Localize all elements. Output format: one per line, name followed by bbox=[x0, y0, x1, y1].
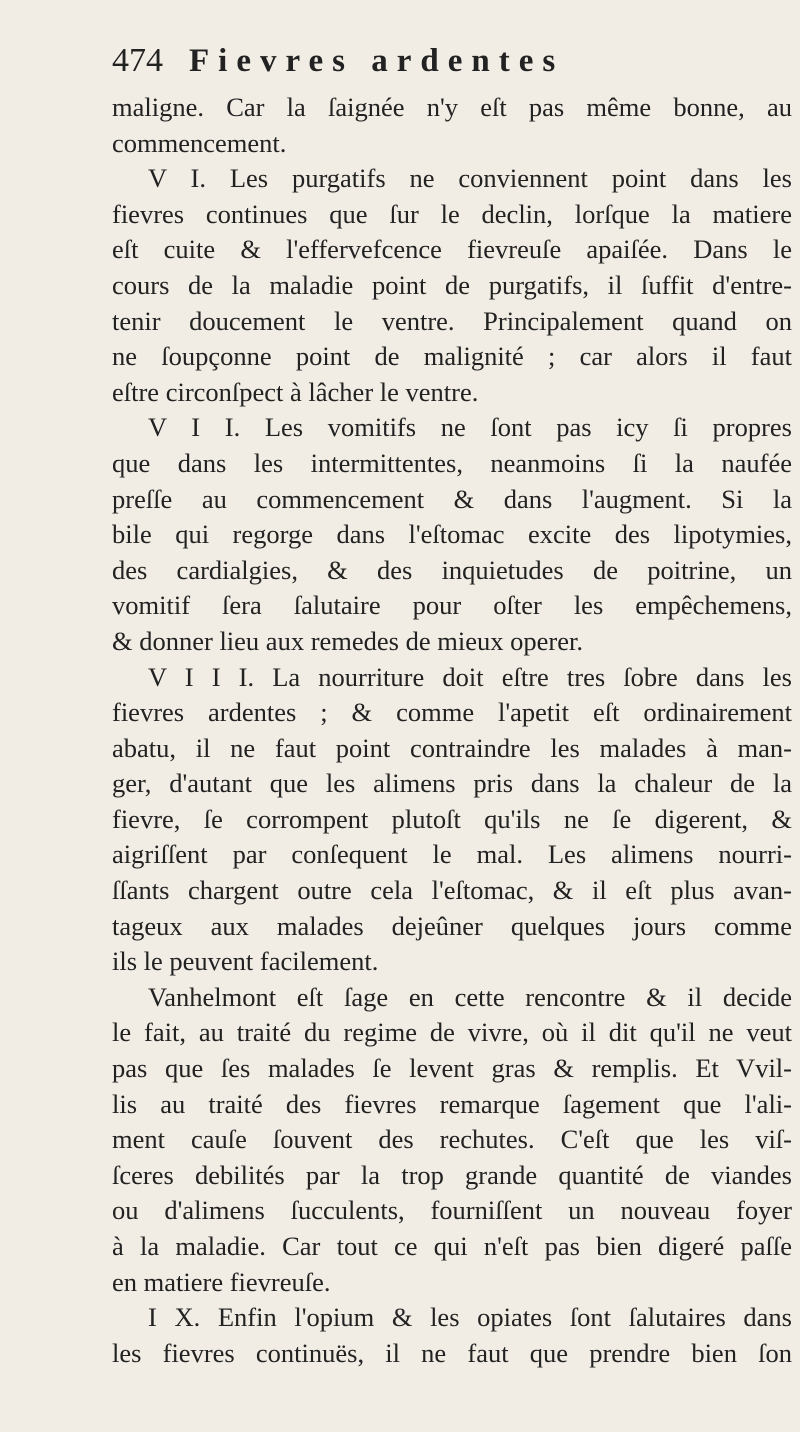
text-line: I X. Enfin l'opium & les opiates ſont ſalutaires dans bbox=[148, 1302, 792, 1333]
text-line: ſceres debilités par la trop grande quantité de viandes bbox=[112, 1159, 792, 1190]
text-line: & donner lieu aux remedes de mieux operer. bbox=[112, 625, 583, 656]
page-header bbox=[112, 42, 792, 90]
text-line: en matiere fievreuſe. bbox=[112, 1266, 331, 1297]
text-line: V I. Les purgatifs ne conviennent point dans les bbox=[148, 163, 792, 194]
text-line: preſſe au commencement & dans l'augment. Si la bbox=[112, 483, 792, 514]
text-line: bile qui regorge dans l'eſtomac excite des lipotymies, bbox=[112, 519, 792, 550]
text-line: commencement. bbox=[112, 127, 287, 158]
text-line: abatu, il ne faut point contraindre les malades à man- bbox=[112, 732, 792, 763]
text-line: maligne. Car la ſaignée n'y eſt pas même bonne, au bbox=[112, 92, 792, 122]
text-line: V I I. Les vomitifs ne ſont pas icy ſi propres bbox=[148, 412, 792, 443]
text-line: le fait, au traité du regime de vivre, où il dit qu'il ne veut bbox=[112, 1017, 792, 1048]
text-line: aigriſſent par conſequent le mal. Les alimens nourri- bbox=[112, 839, 792, 870]
text-line: des cardialgies, & des inquietudes de poitrine, un bbox=[112, 554, 792, 585]
body-text bbox=[112, 90, 792, 1371]
text-line: ne ſoupçonne point de malignité ; car alors il faut bbox=[112, 341, 792, 372]
text-line: eſtre circonſpect à lâcher le ventre. bbox=[112, 376, 479, 407]
text-line: tenir doucement le ventre. Principalement quand on bbox=[112, 305, 792, 336]
text-line: les fievres continuës, il ne faut que prendre bien ſon bbox=[112, 1337, 792, 1368]
text-line: tageux aux malades dejeûner quelques jours comme bbox=[112, 910, 792, 941]
text-line: ou d'alimens ſucculents, fourniſſent un nouveau foyer bbox=[112, 1195, 792, 1226]
text-line: ſſants chargent outre cela l'eſtomac, & il eſt plus avan- bbox=[112, 875, 792, 906]
text-line: fievre, ſe corrompent plutoſt qu'ils ne ſe digerent, & bbox=[112, 803, 792, 834]
text-line: lis au traité des fievres remarque ſagement que l'ali- bbox=[112, 1088, 792, 1119]
text-line: ger, d'autant que les alimens pris dans la chaleur de la bbox=[112, 768, 792, 799]
text-line: vomitif ſera ſalutaire pour oſter les empêchemens, bbox=[112, 590, 792, 621]
text-line: V I I I. La nourriture doit eſtre tres ſobre dans les bbox=[148, 661, 792, 692]
page-number: 474 bbox=[112, 42, 163, 79]
text-line: fievres ardentes ; & comme l'apetit eſt ordinairement bbox=[112, 697, 792, 728]
text-line: cours de la maladie point de purgatifs, il ſuffit d'entre- bbox=[112, 269, 792, 300]
text-line: Vanhelmont eſt ſage en cette rencontre & il decide bbox=[148, 981, 792, 1012]
text-line: à la maladie. Car tout ce qui n'eſt pas bien digeré paſſe bbox=[112, 1231, 792, 1261]
text-line: fievres continues que ſur le declin, lorſque la matiere bbox=[112, 198, 792, 229]
text-line: que dans les intermittentes, neanmoins ſi la naufée bbox=[112, 447, 792, 478]
running-head: Fievres ardentes bbox=[189, 43, 565, 79]
text-line: ils le peuvent facilement. bbox=[112, 946, 379, 977]
text-line: ment cauſe ſouvent des rechutes. C'eſt que les viſ- bbox=[112, 1124, 792, 1155]
text-line: pas que ſes malades ſe levent gras & remplis. Et Vvil- bbox=[112, 1053, 792, 1084]
text-line: eſt cuite & l'effervefcence fievreuſe apaiſée. Dans le bbox=[112, 234, 792, 265]
